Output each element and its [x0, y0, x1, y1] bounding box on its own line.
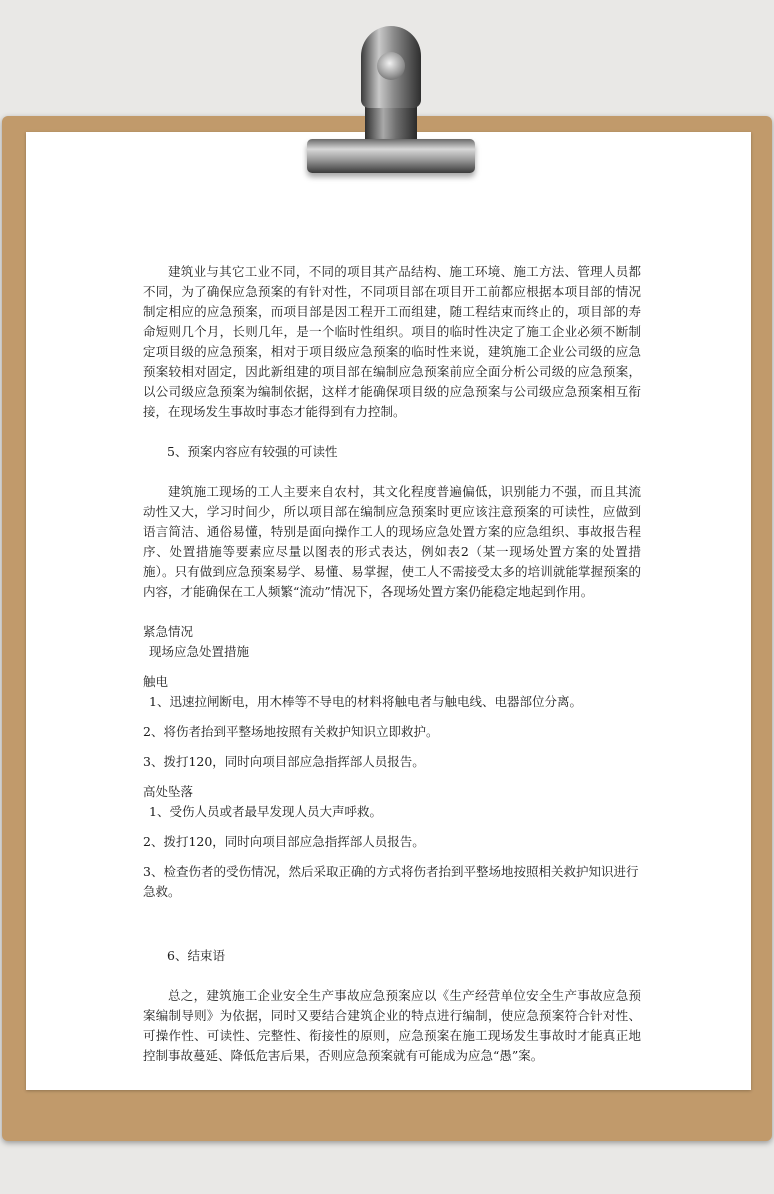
case-fall-title: 高处坠落	[143, 784, 194, 799]
case-electric-shock-step3: 3、拨打120，同时向项目部应急指挥部人员报告。	[143, 754, 425, 769]
section-heading-conclusion: 6、结束语	[167, 948, 225, 963]
paragraph-project-level-plans: 建筑业与其它工业不同，不同的项目其产品结构、施工环境、施工方法、管理人员都不同，为了确保应急预案的有针对性，不同项目部在项目开工前都应根据本项目部的情况制定相应的应急预案，而项目部是因工程开工而组建，随工程结束而终止的，项目部的寿命短则几个月，长则几年，是一个临时性组织。项目的临时性决定了施工企业必须不断制定项目级的应急预案，相对于项目级应急预案的临时性来说，建筑施工企业公司级的应急预案较相对固定，因此新组建的项目部在编制应急预案前应全面分析公司级的应急预案，以公司级应急预案为编制依据，这样才能确保项目级的应急预案与公司级应急预案相互衔接，在现场发生事故时事态才能得到有力控制。	[143, 264, 641, 419]
section-heading-readability: 5、预案内容应有较强的可读性	[167, 444, 338, 459]
case-electric-shock-title: 触电	[143, 674, 169, 689]
emergency-measures-table	[143, 622, 641, 902]
case-electric-shock-step1: 1、迅速拉闸断电，用木棒等不导电的材料将触电者与触电线、电器部位分离。	[149, 694, 582, 709]
paragraph-conclusion: 总之，建筑施工企业安全生产事故应急预案应以《生产经营单位安全生产事故应急预案编制导则》为依据，同时又要结合建筑企业的特点进行编制，使应急预案符合针对性、可操作性、可读性、完整性、衔接性的原则，应急预案在施工现场发生事故时才能真正地控制事故蔓延、降低危害后果，否则应急预案就有可能成为应急“愚”案。	[143, 988, 641, 1063]
case-electric-shock-step2: 2、将伤者抬到平整场地按照有关救护知识立即救护。	[143, 724, 439, 739]
case-fall-step3: 3、检查伤者的受伤情况，然后采取正确的方式将伤者抬到平整场地按照相关救护知识进行急救。	[143, 864, 639, 899]
case-fall-step2: 2、拨打120，同时向项目部应急指挥部人员报告。	[143, 834, 425, 849]
document-body	[143, 262, 641, 1066]
binder-clip-bar	[307, 139, 475, 173]
paragraph-readability: 建筑施工现场的工人主要来自农村，其文化程度普遍偏低，识别能力不强，而且其流动性又大，学习时间少，所以项目部在编制应急预案时更应该注意预案的可读性，应做到语言简洁、通俗易懂，特别是面向操作工人的现场应急处置方案的应急组织、事故报告程序、处置措施等要素应尽量以图表的形式表达，例如表2（某一现场处置方案的处置措施）。只有做到应急预案易学、易懂、易掌握，使工人不需接受太多的培训就能掌握预案的内容，才能确保在工人频繁“流动”情况下，各现场处置方案仍能稳定地起到作用。	[143, 484, 641, 599]
table-header-situation: 紧急情况	[143, 624, 194, 639]
table-header-measures: 现场应急处置措施	[149, 644, 250, 659]
case-fall-step1: 1、受伤人员或者最早发现人员大声呼救。	[149, 804, 382, 819]
binder-clip-rivet-icon	[377, 52, 405, 80]
